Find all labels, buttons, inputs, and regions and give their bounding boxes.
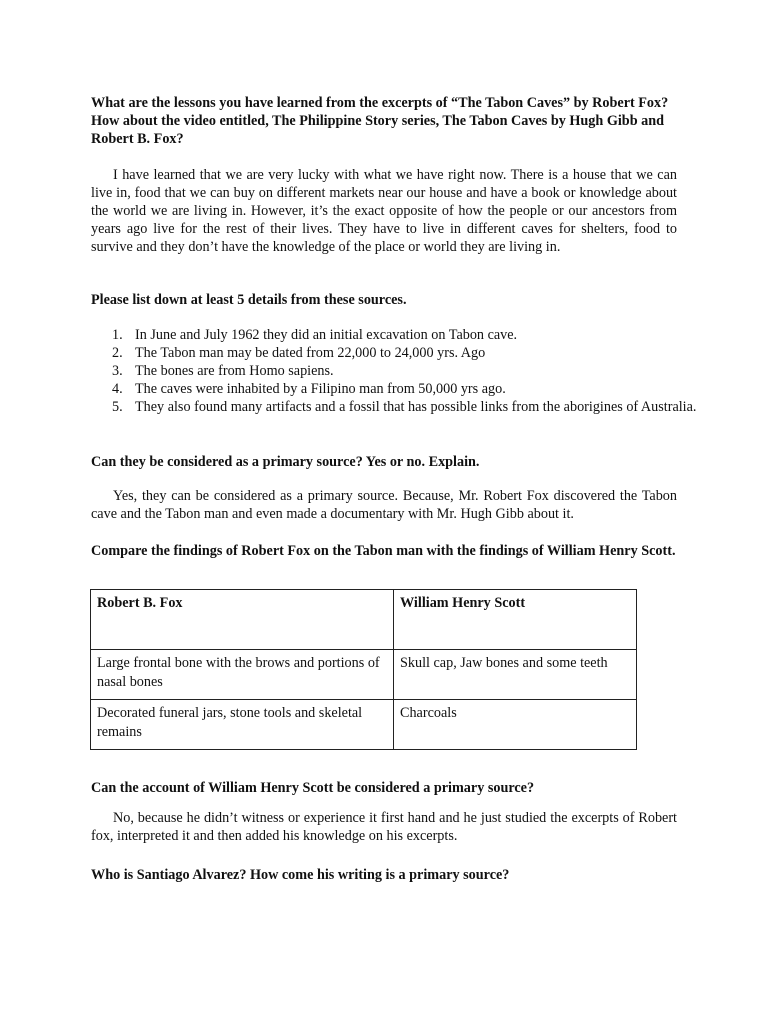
answer-scott-primary-source: No, because he didn’t witness or experience it first hand and he just studied the excerpts of Robert fox, interpreted it and then added his knowledge on his excerpts. <box>91 810 677 844</box>
question-compare-findings: Compare the findings of Robert Fox on the Tabon man with the findings of William Henry Scott. <box>91 543 676 559</box>
question-list-details: Please list down at least 5 details from these sources. <box>91 292 407 308</box>
table-row <box>91 650 637 700</box>
list-item: 1. In June and July 1962 they did an initial excavation on Tabon cave. <box>112 327 518 343</box>
table-row <box>91 700 637 750</box>
list-item: 5. They also found many artifacts and a fossil that has possible links from the aborigines of Australia. <box>112 399 697 415</box>
table-cell: Charcoals <box>394 700 637 750</box>
findings-comparison-table <box>90 589 637 750</box>
list-item: 4. The caves were inhabited by a Filipino man from 50,000 yrs ago. <box>112 381 506 397</box>
details-list <box>91 326 721 416</box>
answer-primary-source: Yes, they can be considered as a primary source. Because, Mr. Robert Fox discovered the Tabon cave and the Tabon man and even made a documentary with Mr. Hugh Gibb about it. <box>91 488 677 522</box>
question-primary-source: Can they be considered as a primary source? Yes or no. Explain. <box>91 454 480 470</box>
table-header-scott: William Henry Scott <box>394 590 637 650</box>
question-lessons-learned: What are the lessons you have learned from the excerpts of “The Tabon Caves” by Robert Fox? How about the video entitled, The Philippine Story series, The Tabon Caves by Hugh Gibb and Robert B. Fox? <box>91 95 669 147</box>
table-header-row <box>91 590 637 650</box>
table-cell: Decorated funeral jars, stone tools and skeletal remains <box>91 700 394 750</box>
question-scott-primary-source: Can the account of William Henry Scott be considered a primary source? <box>91 780 535 796</box>
question-santiago-alvarez: Who is Santiago Alvarez? How come his writing is a primary source? <box>91 867 510 883</box>
list-item: 3. The bones are from Homo sapiens. <box>112 363 334 379</box>
answer-lessons-learned: I have learned that we are very lucky with what we have right now. There is a house that we can live in, food that we can buy on different markets near our house and have a book or knowledge about the world we are living in. However, it’s the exact opposite of how the people or our ancestors from years ago live for the rest of their lives. They have to live in different caves for shelters, food to survive and they don’t have the knowledge of the place or world they are living in. <box>91 167 677 255</box>
list-item: 2. The Tabon man may be dated from 22,000 to 24,000 yrs. Ago <box>112 345 486 361</box>
table-cell: Large frontal bone with the brows and portions of nasal bones <box>91 650 394 700</box>
table-cell: Skull cap, Jaw bones and some teeth <box>394 650 637 700</box>
table-header-fox: Robert B. Fox <box>91 590 394 650</box>
